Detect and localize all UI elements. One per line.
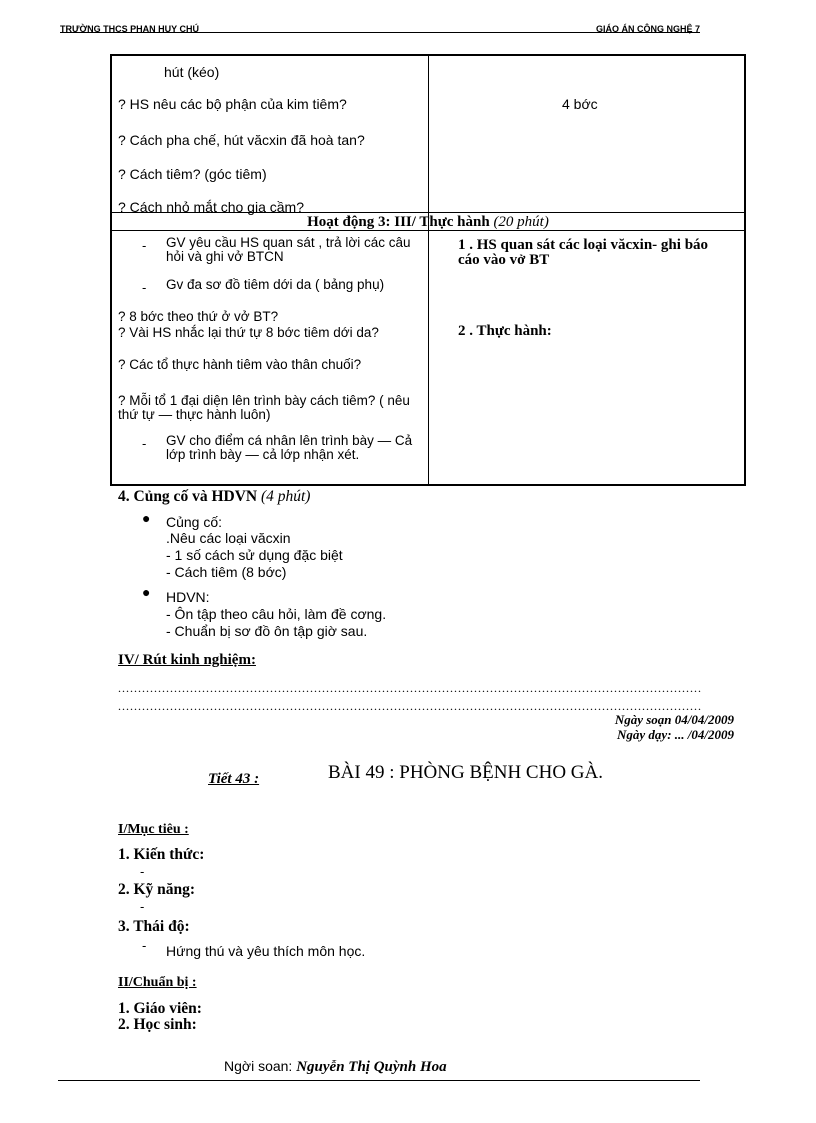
list-item: - Cách tiêm (8 bớc)	[166, 564, 287, 580]
activity-step: GV yêu cầu HS quan sát , trả lời các câu hỏi và ghi vở BTCN	[166, 235, 411, 264]
date-taught: Ngày dạy: ... /04/2009	[617, 727, 734, 742]
school-name: TRƯỜNG THCS PHAN HUY CHÚ	[60, 24, 199, 34]
consolidation-title: 4. Củng cố và HDVN	[118, 488, 258, 505]
lesson-table	[110, 54, 746, 486]
table-column-divider	[428, 56, 429, 484]
prep-teacher: 1. Giáo viên:	[118, 1000, 202, 1017]
objectives-title: I/Mục tiêu :	[118, 822, 189, 837]
list-item: - Ôn tập theo câu hỏi, làm đề cơng.	[166, 606, 387, 622]
activity-result: 2 . Thực hành:	[458, 323, 552, 339]
activity-result: 1 . HS quan sát các loại văcxin- ghi báo cáo vào vở BT	[458, 237, 709, 268]
list-item: .Nêu các loại văcxin	[166, 530, 291, 546]
bullet-icon: ●	[142, 586, 151, 601]
lesson-period: Tiết 43 :	[208, 771, 260, 787]
list-item: - Chuẩn bị sơ đồ ôn tập giờ sau.	[166, 623, 368, 639]
dotted-line: ..................................................................................................................................................	[118, 700, 702, 713]
table-cell-text: ? Cách tiêm? (góc tiêm)	[118, 166, 267, 182]
author-line	[224, 1058, 447, 1076]
dash-bullet: -	[140, 864, 145, 879]
activity-question: ? Các tổ thực hành tiêm vào thân chuối?	[118, 357, 362, 372]
prep-student: 2. Học sinh:	[118, 1016, 197, 1033]
list-item: - 1 số cách sử dụng đặc biệt	[166, 547, 343, 563]
activity-question: ? Vài HS nhắc lại thứ tự 8 bớc tiêm dới da?	[118, 325, 379, 340]
table-row-divider	[112, 230, 744, 231]
activity-time: (20 phút)	[493, 214, 549, 230]
table-cell-text: ? HS nêu các bộ phận của kim tiêm?	[118, 96, 347, 112]
table-cell-text: hút (kéo)	[164, 64, 220, 80]
consolidation-heading	[118, 488, 310, 506]
knowledge-heading: 1. Kiến thức:	[118, 846, 205, 863]
bullet-icon: ●	[142, 512, 151, 527]
lesson-title: BÀI 49 : PHÒNG BỆNH CHO GÀ.	[328, 762, 603, 783]
author-name: Nguyễn Thị Quỳnh Hoa	[296, 1059, 447, 1075]
table-cell-text: ? Cách nhỏ mắt cho gia cầm?	[118, 199, 304, 215]
skill-heading: 2. Kỹ năng:	[118, 881, 196, 898]
attitude-item: Hứng thú và yêu thích môn học.	[166, 943, 366, 959]
prep-title: II/Chuẩn bị :	[118, 975, 197, 990]
cungco-label: Củng cố:	[166, 514, 223, 530]
header-rule	[60, 32, 700, 33]
footer-rule	[58, 1080, 700, 1081]
activity-step: GV cho điểm cá nhân lên trình bày — Cả lớp trình bày — cả lớp nhận xét.	[166, 433, 413, 462]
activity-title: Hoạt động 3: III/ Thực hành	[307, 214, 490, 230]
dash-bullet: -	[140, 899, 145, 914]
activity-heading	[112, 214, 744, 230]
consolidation-time: (4 phút)	[260, 488, 311, 505]
dash-bullet: -	[142, 238, 147, 253]
table-cell-text: ? Cách pha chế, hút văcxin đã hoà tan?	[118, 132, 365, 148]
hdvn-label: HDVN:	[166, 589, 210, 605]
page-header	[60, 24, 700, 38]
dash-bullet: -	[142, 280, 147, 295]
activity-question: ? Mỗi tổ 1 đại diện lên trình bày cách tiêm? ( nêu thứ tự — thực hành luôn)	[118, 393, 410, 422]
experience-title: IV/ Rút kinh nghiệm:	[118, 652, 256, 668]
subject-name: GIÁO ÁN CÔNG NGHỆ 7	[595, 24, 700, 34]
date-prepared: Ngày soạn 04/04/2009	[614, 712, 734, 727]
dash-bullet: -	[142, 938, 147, 953]
attitude-heading: 3. Thái độ:	[118, 918, 190, 935]
author-label: Ngời soan:	[224, 1058, 293, 1074]
dotted-line: ..................................................................................................................................................	[118, 682, 702, 695]
activity-question: ? 8 bớc theo thứ ở vở BT?	[118, 309, 279, 324]
dash-bullet: -	[142, 436, 147, 451]
table-cell-text: 4 bớc	[562, 96, 598, 112]
activity-step: Gv đa sơ đồ tiêm dới da ( bảng phụ)	[166, 277, 385, 292]
